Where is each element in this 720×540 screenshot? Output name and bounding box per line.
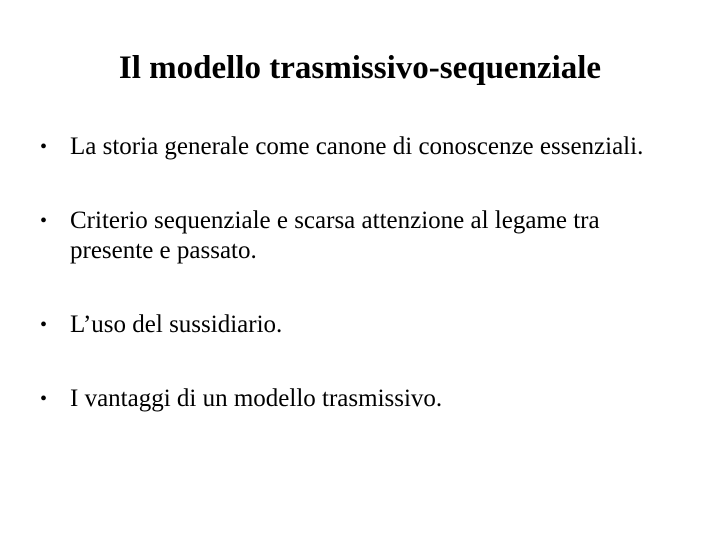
- slide-title: Il modello trasmissivo-sequenziale: [118, 50, 602, 86]
- bullet-icon: •: [40, 210, 48, 232]
- bullet-item: [36, 310, 686, 340]
- bullet-text: I vantaggi di un modello trasmissivo.: [70, 385, 443, 412]
- bullet-item: [36, 206, 686, 266]
- bullet-text: Criterio sequenziale e scarsa attenzione al legame tra presente e passato.: [70, 207, 600, 264]
- bullet-list: [36, 132, 686, 414]
- bullet-text: L’uso del sussidiario.: [70, 311, 283, 338]
- bullet-item: [36, 384, 686, 414]
- bullet-icon: •: [40, 136, 48, 158]
- bullet-text: La storia generale come canone di conoscenze essenziali.: [70, 133, 644, 160]
- bullet-icon: •: [40, 314, 48, 336]
- bullet-item: [36, 132, 686, 162]
- bullet-icon: •: [40, 388, 48, 410]
